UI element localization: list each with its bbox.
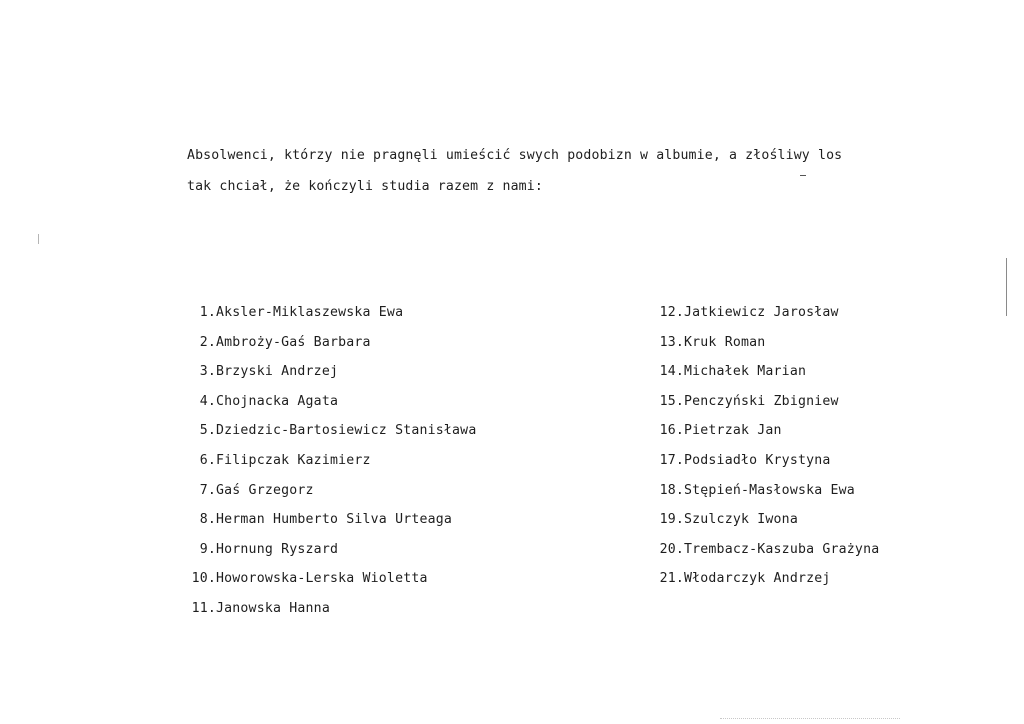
item-name: Hornung Ryszard	[216, 541, 339, 557]
item-name: Penczyński Zbigniew	[684, 393, 839, 409]
intro-line-2: tak chciał, że kończyli studia razem z nami:	[187, 179, 543, 194]
graduates-list-left	[176, 298, 596, 624]
list-item	[644, 298, 974, 328]
item-number: 2.	[199, 334, 216, 350]
item-name: Włodarczyk Andrzej	[684, 571, 831, 587]
item-number: 8.	[199, 512, 216, 528]
list-item	[644, 505, 974, 535]
item-number: 19.	[659, 512, 684, 528]
list-item	[644, 564, 974, 594]
list-item	[176, 564, 596, 594]
item-number: 21.	[659, 571, 684, 587]
item-name: Trembacz-Kaszuba Grażyna	[684, 541, 880, 557]
list-item	[176, 535, 596, 565]
item-number: 10.	[191, 571, 216, 587]
list-item	[176, 505, 596, 535]
item-name: Filipczak Kazimierz	[216, 452, 371, 468]
stray-dash-mark	[800, 175, 806, 176]
item-number: 4.	[199, 393, 216, 409]
list-item	[644, 387, 974, 417]
list-item	[176, 298, 596, 328]
list-item	[176, 594, 596, 624]
item-number: 6.	[199, 452, 216, 468]
item-name: Herman Humberto Silva Urteaga	[216, 512, 453, 528]
item-number: 9.	[199, 541, 216, 557]
item-number: 18.	[659, 482, 684, 498]
scan-speck	[38, 234, 39, 244]
item-name: Gaś Grzegorz	[216, 482, 314, 498]
item-name: Howorowska-Lerska Wioletta	[216, 571, 428, 587]
list-item	[644, 476, 974, 506]
item-name: Aksler-Miklaszewska Ewa	[216, 305, 404, 320]
item-name: Pietrzak Jan	[684, 423, 782, 439]
item-name: Podsiadło Krystyna	[684, 452, 831, 468]
intro-line-1: Absolwenci, którzy nie pragnęli umieścić swych podobizn w albumie, a złośliwy los	[187, 148, 843, 163]
item-name: Szulczyk Iwona	[684, 512, 798, 528]
list-item	[176, 476, 596, 506]
scan-bottom-noise	[720, 718, 900, 720]
item-name: Jatkiewicz Jarosław	[684, 305, 839, 320]
item-number: 7.	[199, 482, 216, 498]
item-name: Janowska Hanna	[216, 600, 330, 616]
item-number: 11.	[191, 600, 216, 616]
list-item	[176, 446, 596, 476]
item-name: Brzyski Andrzej	[216, 364, 339, 380]
item-number: 16.	[659, 423, 684, 439]
list-item	[644, 357, 974, 387]
item-number: 14.	[659, 364, 684, 380]
item-name: Michałek Marian	[684, 364, 807, 380]
item-number: 17.	[659, 452, 684, 468]
scan-edge-mark	[1006, 258, 1007, 316]
item-number: 20.	[659, 541, 684, 557]
list-item	[176, 357, 596, 387]
item-number: 15.	[659, 393, 684, 409]
list-item	[644, 535, 974, 565]
graduates-list-right	[644, 298, 974, 594]
item-name: Dziedzic-Bartosiewicz Stanisława	[216, 423, 477, 439]
list-item	[176, 328, 596, 358]
list-item	[176, 387, 596, 417]
intro-paragraph	[187, 140, 947, 202]
list-item	[644, 328, 974, 358]
item-number: 5.	[199, 423, 216, 439]
item-name: Chojnacka Agata	[216, 393, 339, 409]
item-number: 12.	[659, 305, 684, 320]
item-number: 3.	[199, 364, 216, 380]
item-number: 13.	[659, 334, 684, 350]
item-name: Stępień-Masłowska Ewa	[684, 482, 855, 498]
item-number: 1.	[199, 305, 216, 320]
item-name: Ambroży-Gaś Barbara	[216, 334, 371, 350]
list-item	[644, 416, 974, 446]
item-name: Kruk Roman	[684, 334, 766, 350]
list-item	[644, 446, 974, 476]
list-item	[176, 416, 596, 446]
